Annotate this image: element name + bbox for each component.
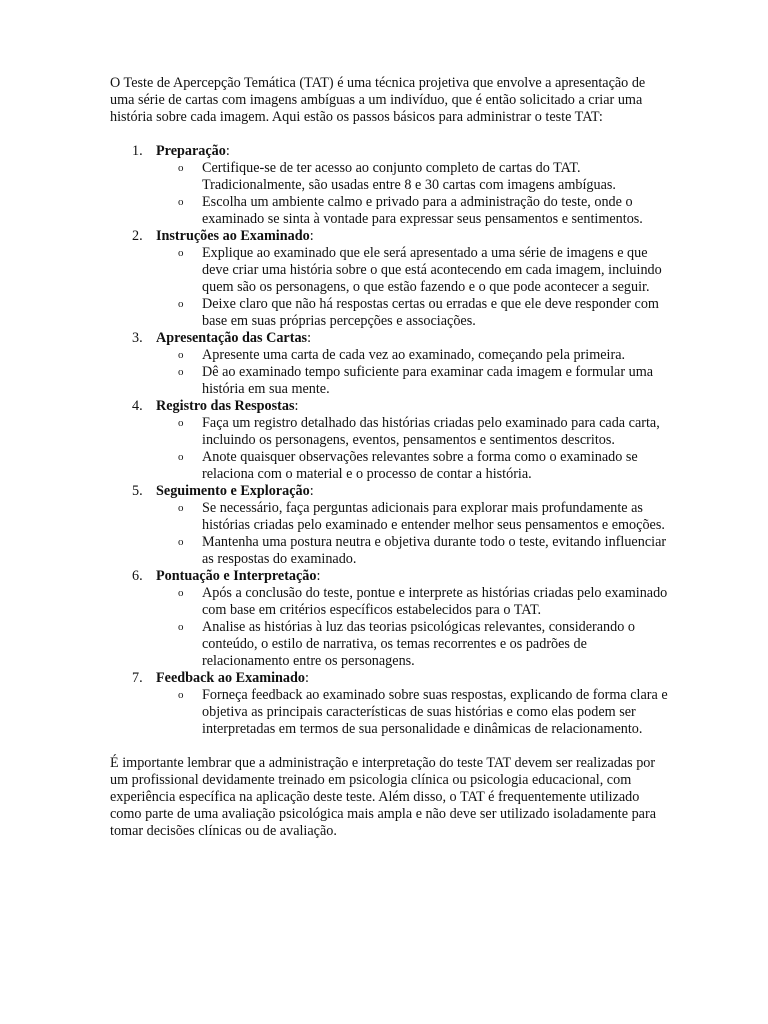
step-number: 5. bbox=[132, 483, 143, 499]
step-title: Registro das Respostas: bbox=[156, 398, 299, 414]
step-item bbox=[110, 483, 670, 568]
sub-item bbox=[156, 296, 670, 330]
bullet-marker: o bbox=[178, 247, 184, 259]
step-item bbox=[110, 568, 670, 670]
bullet-marker: o bbox=[178, 417, 184, 429]
sub-list bbox=[156, 687, 670, 738]
sub-item bbox=[156, 534, 670, 568]
sub-item bbox=[156, 500, 670, 534]
step-item bbox=[110, 670, 670, 738]
sub-list bbox=[156, 415, 670, 483]
sub-item bbox=[156, 364, 670, 398]
sub-item-text: Certifique-se de ter acesso ao conjunto completo de cartas do TAT. Tradicionalmente, são usadas entre 8 e 30 cartas com imagens ambíguas. bbox=[202, 160, 616, 193]
sub-item bbox=[156, 245, 670, 296]
bullet-marker: o bbox=[178, 196, 184, 208]
step-number: 1. bbox=[132, 143, 143, 159]
sub-item-text: Explique ao examinado que ele será apresentado a uma série de imagens e que deve criar uma história sobre o que está acontecendo em cada imagem, incluindo quem são os personagens, o que estão fazendo e o que pode acontecer a seguir. bbox=[202, 245, 662, 295]
step-title: Feedback ao Examinado: bbox=[156, 670, 309, 686]
sub-item bbox=[156, 687, 670, 738]
sub-item bbox=[156, 585, 670, 619]
step-item bbox=[110, 330, 670, 398]
sub-item-text: Mantenha uma postura neutra e objetiva durante todo o teste, evitando influenciar as respostas do examinado. bbox=[202, 534, 667, 567]
step-title-text: Seguimento e Exploração bbox=[156, 483, 310, 499]
document-page bbox=[110, 75, 670, 840]
step-title: Pontuação e Interpretação: bbox=[156, 568, 321, 584]
sub-item-text: Forneça feedback ao examinado sobre suas respostas, explicando de forma clara e objetiva as principais características de suas histórias e como elas podem ser interpretadas em termos de sua personalidade e dinâmicas de relacionamento. bbox=[202, 687, 668, 737]
sub-item-text: Escolha um ambiente calmo e privado para a administração do teste, onde o examinado se sinta à vontade para expressar seus pensamentos e sentimentos. bbox=[202, 194, 643, 227]
sub-list bbox=[156, 347, 670, 398]
step-title-text: Feedback ao Examinado bbox=[156, 670, 305, 686]
step-number: 3. bbox=[132, 330, 143, 346]
bullet-marker: o bbox=[178, 502, 184, 514]
bullet-marker: o bbox=[178, 162, 184, 174]
closing-paragraph: É importante lembrar que a administração e interpretação do teste TAT devem ser realizadas por um profissional devidamente treinado em psicologia clínica ou psicologia educacional, com experiência específica na aplicação deste teste. Além disso, o TAT é frequentemente utilizado como parte de uma avaliação psicológica mais ampla e não deve ser utilizado isoladamente para tomar decisões clínicas ou de avaliação. bbox=[110, 755, 656, 839]
bullet-marker: o bbox=[178, 689, 184, 701]
bullet-marker: o bbox=[178, 587, 184, 599]
step-title: Preparação: bbox=[156, 143, 230, 159]
sub-item bbox=[156, 619, 670, 670]
sub-item-text: Apresente uma carta de cada vez ao examinado, começando pela primeira. bbox=[202, 347, 626, 363]
sub-item-text: Anote quaisquer observações relevantes sobre a forma como o examinado se relaciona com o material e o processo de contar a história. bbox=[202, 449, 638, 482]
step-title-text: Instruções ao Examinado bbox=[156, 228, 310, 244]
sub-item-text: Se necessário, faça perguntas adicionais para explorar mais profundamente as histórias criadas pelo examinado e entender melhor seus pensamentos e emoções. bbox=[202, 500, 665, 533]
sub-list bbox=[156, 585, 670, 670]
step-title-text: Preparação bbox=[156, 143, 226, 159]
bullet-marker: o bbox=[178, 621, 184, 633]
sub-item-text: Dê ao examinado tempo suficiente para examinar cada imagem e formular uma história em sua mente. bbox=[202, 364, 654, 397]
sub-item bbox=[156, 160, 670, 194]
bullet-marker: o bbox=[178, 536, 184, 548]
bullet-marker: o bbox=[178, 366, 184, 378]
step-number: 6. bbox=[132, 568, 143, 584]
step-title-text: Pontuação e Interpretação bbox=[156, 568, 317, 584]
sub-item-text: Deixe claro que não há respostas certas ou erradas e que ele deve responder com base em suas próprias percepções e associações. bbox=[202, 296, 659, 329]
sub-item-text: Faça um registro detalhado das histórias criadas pelo examinado para cada carta, incluindo os personagens, eventos, pensamentos e sentimentos descritos. bbox=[202, 415, 660, 448]
sub-list bbox=[156, 500, 670, 568]
step-number: 4. bbox=[132, 398, 143, 414]
bullet-marker: o bbox=[178, 349, 184, 361]
sub-list bbox=[156, 160, 670, 228]
sub-item bbox=[156, 194, 670, 228]
step-number: 2. bbox=[132, 228, 143, 244]
step-item bbox=[110, 398, 670, 483]
step-title-text: Registro das Respostas bbox=[156, 398, 295, 414]
steps-list bbox=[110, 143, 670, 738]
step-item bbox=[110, 143, 670, 228]
sub-list bbox=[156, 245, 670, 330]
sub-item bbox=[156, 347, 670, 364]
sub-item-text: Após a conclusão do teste, pontue e interprete as histórias criadas pelo examinado com base em critérios específicos estabelecidos para o TAT. bbox=[202, 585, 668, 618]
step-title: Apresentação das Cartas: bbox=[156, 330, 312, 346]
sub-item bbox=[156, 415, 670, 449]
step-item bbox=[110, 228, 670, 330]
step-title-text: Apresentação das Cartas bbox=[156, 330, 308, 346]
intro-paragraph: O Teste de Apercepção Temática (TAT) é uma técnica projetiva que envolve a apresentação de uma série de cartas com imagens ambíguas a um indivíduo, que é então solicitado a criar uma história sobre cada imagem. Aqui estão os passos básicos para administrar o teste TAT: bbox=[110, 75, 646, 125]
step-number: 7. bbox=[132, 670, 143, 686]
step-title: Seguimento e Exploração: bbox=[156, 483, 314, 499]
step-title: Instruções ao Examinado: bbox=[156, 228, 314, 244]
bullet-marker: o bbox=[178, 451, 184, 463]
sub-item bbox=[156, 449, 670, 483]
bullet-marker: o bbox=[178, 298, 184, 310]
sub-item-text: Analise as histórias à luz das teorias psicológicas relevantes, considerando o conteúdo, o estilo de narrativa, os temas recorrentes e os padrões de relacionamento entre os personagens. bbox=[202, 619, 635, 669]
